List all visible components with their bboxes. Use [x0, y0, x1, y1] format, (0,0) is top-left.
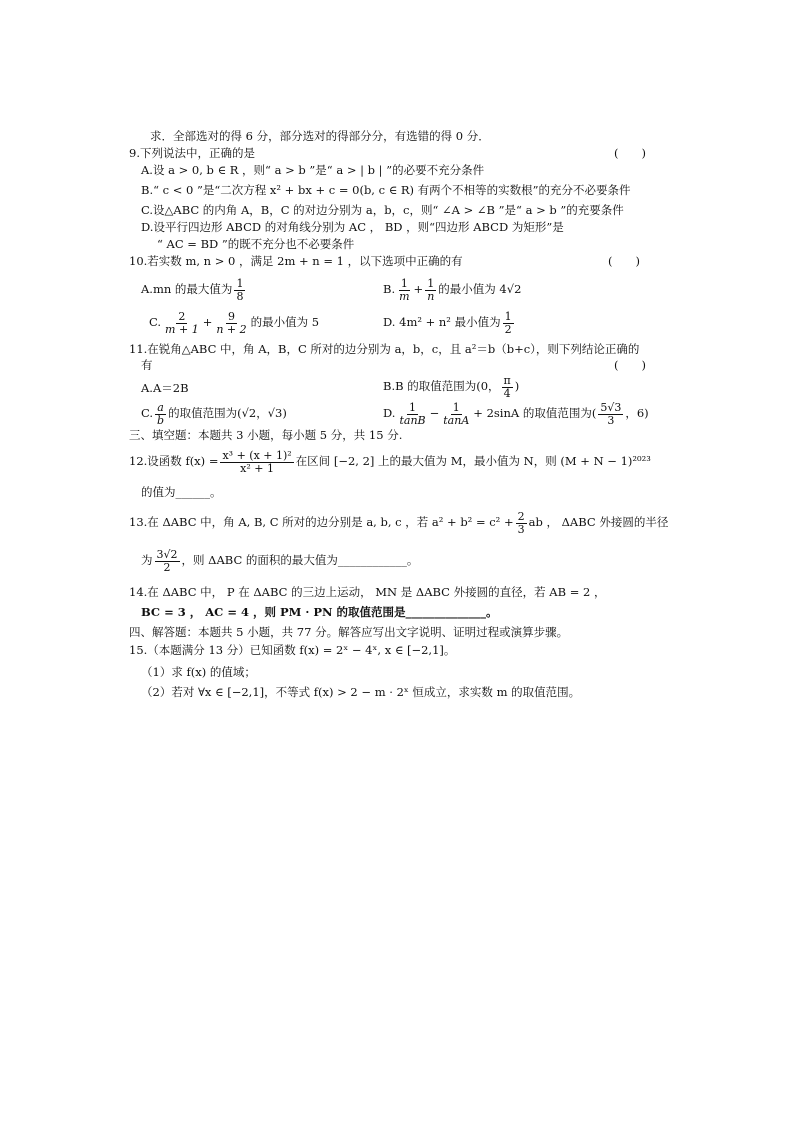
- q9-stem: 9.下列说法中，正确的是: [129, 146, 255, 160]
- q14-line1: 14.在 ΔABC 中， P 在 ΔABC 的三边上运动， MN 是 ΔABC 外接圆的直径，若 AB = 2 ，: [129, 585, 606, 599]
- q13-line1: 13.在 ΔABC 中，角 A, B, C 所对的边分别是 a, b, c ，若 a² + b² = c² + $\frac{2}{3}$ ab ， ΔABC 外接圆的半径: [129, 509, 669, 536]
- instruction-tail: 求．全部选对的得 6 分，部分选对的得部分分，有选错的得 0 分．: [150, 129, 490, 143]
- q10-option-b: B. $\frac{1}{m}$ + $\frac{1}{n}$ 的最小值为 4√2: [383, 276, 522, 303]
- q9-option-d-line1: D.设平行四边形 ABCD 的对角线分别为 AC ， BD ，则“四边形 ABCD 为矩形”是: [141, 220, 564, 234]
- q9-answer-blank: ( ): [614, 146, 646, 160]
- q12-line1: 12.设函数 f(x) = $\frac{\text{x³ + (x + 1)²}}{\text{x² + 1}}$ 在区间 [−2, 2] 上的最大值为 M，最小值为 N，则 (M + N − 1)²⁰²³: [129, 448, 651, 475]
- q10-option-c: C. $\frac{2}{m + 1}$ + $\frac{9}{n + 2}$ 的最小值为 5: [149, 309, 320, 336]
- q9-option-c: C.设△ABC 的内角 A，B，C 的对边分别为 a，b，c，则“ ∠A > ∠B ”是“ a > b ”的充要条件: [141, 203, 624, 217]
- q10-a-fraction: $\frac{1}{8}$: [236, 276, 244, 303]
- q12-line2: 的值为______。: [141, 485, 222, 499]
- q9-option-b: B.“ c < 0 ”是“二次方程 x² + bx + c = 0(b, c ∈ R) 有两个不相等的实数根”的充分不必要条件: [141, 183, 631, 197]
- q11-stem: 11.在锐角△ABC 中，角 A，B，C 所对的边分别为 a，b，c，且 a²＝b（b+c），则下列结论正确的: [129, 342, 640, 356]
- q11-stem-line2: 有: [141, 358, 153, 372]
- q10-option-d: D. 4m² + n² 最小值为 $\frac{1}{2}$: [383, 309, 512, 336]
- q14-line2: BC = 3 ， AC = 4 ，则 PM · PN 的取值范围是______________。: [141, 605, 498, 619]
- q11-option-c: C. $\frac{a}{b}$ 的取值范围为(√2，√3): [141, 400, 287, 427]
- section-3-heading: 三、填空题：本题共 3 小题，每小题 5 分，共 15 分.: [129, 428, 403, 442]
- q11-answer-blank: ( ): [614, 358, 646, 372]
- q11-option-d: D. $\frac{1}{\tan B}$ − $\frac{1}{\tan A}$ + 2sinA 的取值范围为( $\frac{5√3}{3}$ ，6): [383, 400, 649, 427]
- q10-answer-blank: ( ): [608, 254, 640, 268]
- q15-stem: 15.（本题满分 13 分）已知函数 f(x) = 2ˣ − 4ˣ, x ∈ [−2,1]。: [129, 643, 456, 657]
- section-4-heading: 四、解答题：本题共 5 小题，共 77 分。解答应写出文字说明、证明过程或演算步骤。: [129, 625, 569, 639]
- q15-part2: （2）若对 ∀x ∈ [−2,1]，不等式 f(x) > 2 − m · 2ˣ 恒成立，求实数 m 的取值范围。: [141, 685, 581, 699]
- q15-part1: （1）求 f(x) 的值域；: [141, 665, 256, 679]
- q9-option-a: A.设 a > 0, b ∈ R ，则“ a > b ”是“ a > | b | ”的必要不充分条件: [141, 163, 485, 177]
- q10-option-a: A.mn 的最大值为 $\frac{1}{8}$: [141, 276, 244, 303]
- q11-option-b: B.B 的取值范围为(0， $\frac{\pi}{4}$ ): [383, 373, 520, 400]
- q11-option-a: A.A＝2B: [141, 381, 189, 395]
- q9-option-d-line2: “ AC = BD ”的既不充分也不必要条件: [157, 237, 355, 251]
- q13-line2: 为 $\frac{3√2}{2}$ ，则 ΔABC 的面积的最大值为____________。: [141, 547, 419, 574]
- q12-fraction: $\frac{\text{x³ + (x + 1)²}}{\text{x² + 1}}$: [222, 448, 292, 475]
- q10-stem: 10.若实数 m, n > 0 ，满足 2m + n = 1 ，以下选项中正确的有: [129, 254, 463, 268]
